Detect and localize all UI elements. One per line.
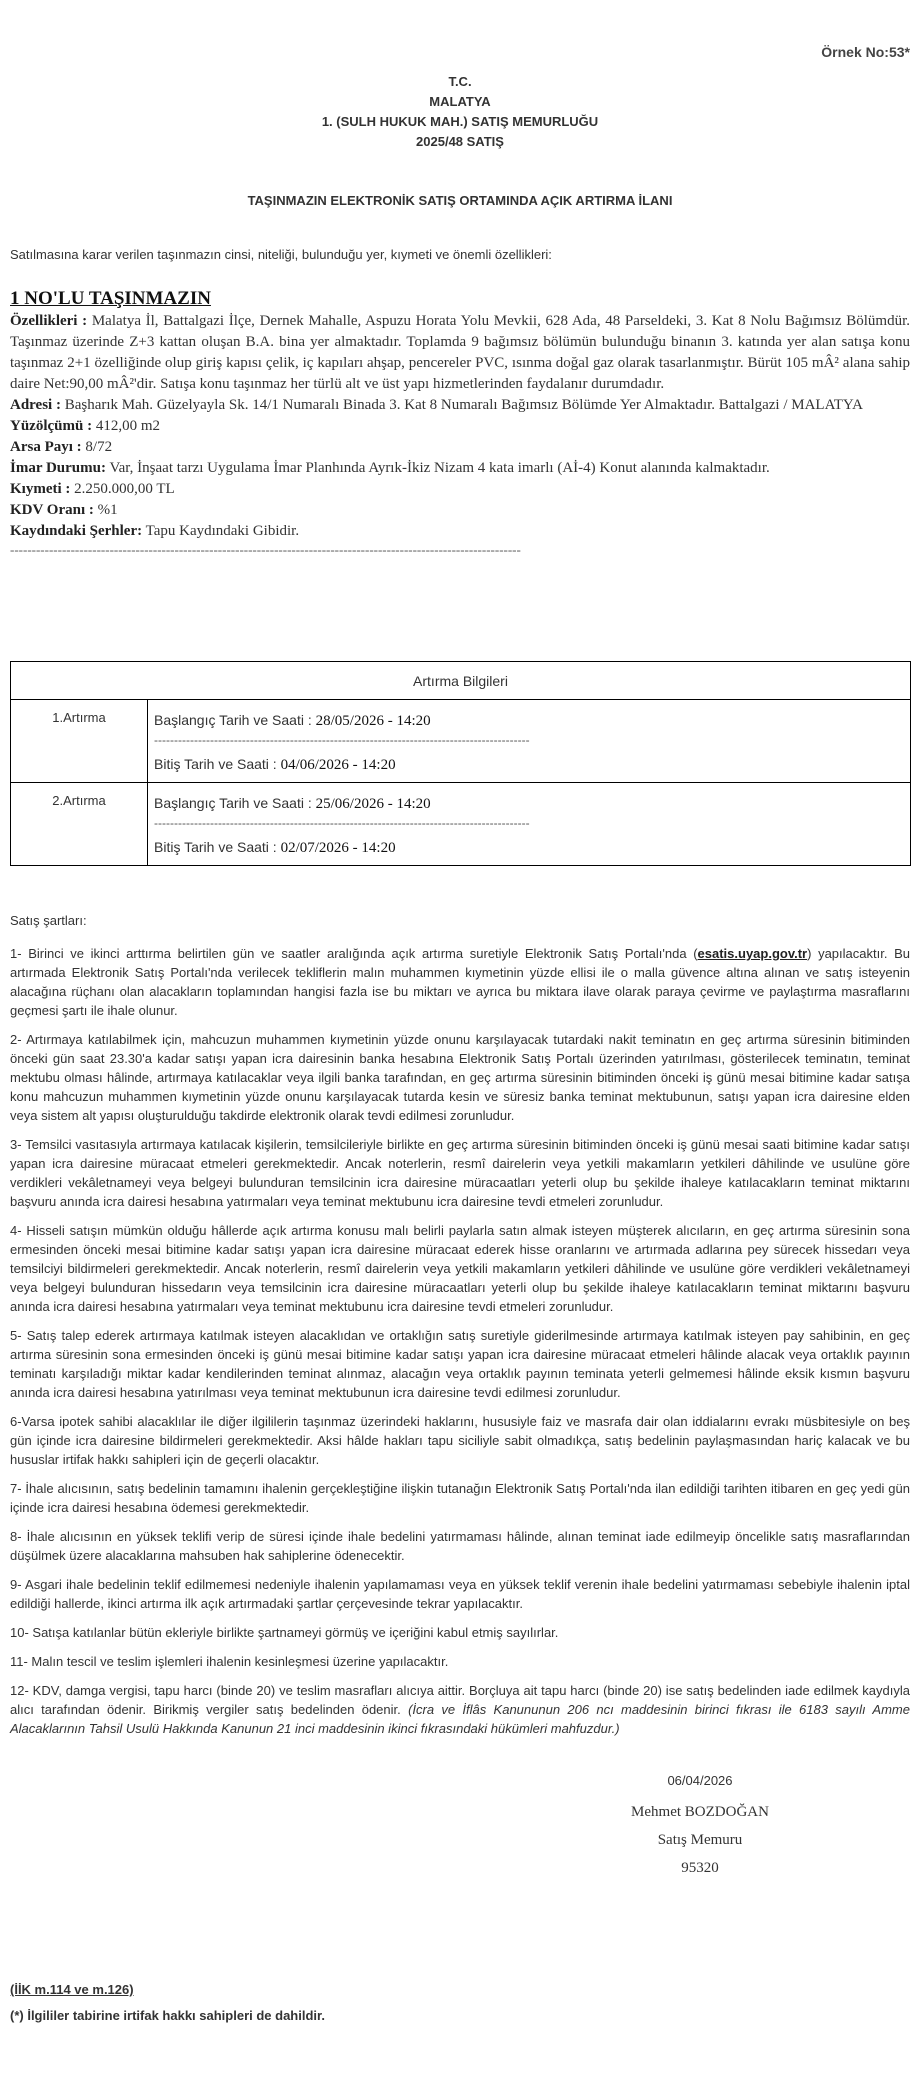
start-label: Başlangıç Tarih ve Saati :	[154, 795, 316, 811]
term-2: 2- Artırmaya katılabilmek için, mahcuzun muhammen kıymetinin yüzde onunu karşılayacak tutardaki nakit teminatın en geç artırma süresinin bitiminden önceki gün saat 23.30'a kadar satışı yapan icra dairesinin banka hesabına Elektronik Satış Portalı üzerinden yatırılması, gösterilecek teminatın, teminat mektubu olması hâlinde, artırmaya katılacaklar veya ilgili banka tarafından, en geç artırma süresinin bitiminden önceki iş günü mesai bitimine kadar satışa konu mahcuzun muhammen kıymetinin yüzde onunu karşılayacak tutarda kesin ve süresiz banka teminat mektubunun, satışı yapan icra dairesine elden veya sistem alt yapısı oluşturulduğu takdirde elektronik olarak tevdi edilmesi zorunludur.	[10, 1032, 910, 1123]
value-text: 2.250.000,00 TL	[70, 481, 175, 497]
term-10: 10- Satışa katılanlar bütün ekleriyle birlikte şartnameyi görmüş ve içeriğini kabul etmiş sayılırlar.	[10, 1625, 559, 1640]
property-area	[10, 416, 910, 437]
start-value: 28/05/2026 - 14:20	[315, 713, 431, 729]
auction-separator: ----------------------------------------------------------------------------------------------	[154, 817, 530, 829]
property-title: 1 NO'LU TAŞINMAZIN	[10, 288, 211, 309]
auction-row-label: 1.Artırma	[11, 700, 148, 783]
document-header	[10, 72, 910, 152]
auction-separator: ----------------------------------------------------------------------------------------------	[154, 734, 530, 746]
auction-row-1	[11, 700, 911, 783]
address-label: Adresi :	[10, 397, 61, 413]
header-line-file: 2025/48 SATIŞ	[416, 134, 504, 149]
auction-table-header: Artırma Bilgileri	[11, 662, 911, 700]
signatory-number: 95320	[681, 1860, 719, 1876]
area-label: Yüzölçümü :	[10, 418, 93, 434]
term-4: 4- Hisseli satışın mümkün olduğu hâllerde açık artırma konusu malı belirli paylarla satın almak isteyen müşterek alıcıların, en geç artırma süresinin sona ermesinden önceki mesai bitimine kadar satışı yapan icra dairesine müracaat ederek hisse oranlarını ve artırmada adlarına pey sürecek hissedarı veya temsilciyi bildirmeleri gerekmektedir. Ancak noterlerin, resmî dairelerin veya yetkili makamların yetkileri dâhilinde ve usulüne göre verdikleri vekâletnameyi veya belgeyi bulunduran hissedarın veya temsilcinin icra dairesine müracaatları yeterli olup bu şekilde ihaleye katılacakların teminat miktarını başvuru anında icra dairesi hesabına yatırmaları veya teminat mektubunu icra dairesine tevdi etmeleri zorunludur.	[10, 1223, 910, 1314]
property-zoning	[10, 458, 910, 479]
end-label: Bitiş Tarih ve Saati :	[154, 756, 281, 772]
term-9: 9- Asgari ihale bedelinin teklif edilmemesi nedeniyle ihalenin yapılamaması veya en yüksek teklif verenin ihale bedelini yatırmaması sebebiyle ihalenin iptal edildiği hallerde, ikinci artırma ilk açık artırmadaki şartlar çerçevesinde tekrar yapılacaktır.	[10, 1577, 910, 1611]
terms-title: Satış şartları:	[10, 913, 87, 928]
signature-date: 06/04/2026	[667, 1773, 733, 1788]
signature-block	[600, 1772, 800, 1882]
header-line-city: MALATYA	[429, 94, 491, 109]
notes-label: Kaydındaki Şerhler:	[10, 523, 143, 539]
start-value: 25/06/2026 - 14:20	[315, 796, 431, 812]
term-3: 3- Temsilci vasıtasıyla artırmaya katılacak kişilerin, temsilcileriyle birlikte en geç artırma süresinin bitiminden önceki iş günü mesai saati bitimine kadar satışı yapan icra dairesine müracaat etmeleri gerekmektedir. Ancak noterlerin, resmî dairelerin veya yetkili makamların yetkileri dâhilinde ve usulüne göre verdikleri vekâletnameyi veya belgeyi bulunduran temsilcinin icra dairesine müracaatları yeterli olup bu şekilde ihaleye katılacakların teminat miktarını başvuru anında icra dairesi hesabına yatırmaları veya teminat mektubunu icra dairesine tevdi etmeleri zorunludur.	[10, 1137, 910, 1209]
auction-start	[154, 708, 904, 732]
end-value: 04/06/2026 - 14:20	[280, 757, 396, 773]
header-line-office: 1. (SULH HUKUK MAH.) SATIŞ MEMURLUĞU	[321, 114, 599, 129]
auction-end	[154, 835, 904, 859]
announcement-title: TAŞINMAZIN ELEKTRONİK SATIŞ ORTAMINDA AÇIK ARTIRMA İLANI	[247, 193, 673, 208]
term-12	[10, 1681, 910, 1738]
area-text: 412,00 m2	[92, 418, 161, 434]
zoning-text: Var, İnşaat tarzı Uygulama İmar Planhında Ayrık-İkiz Nizam 4 kata imarlı (Aİ-4) Konut alanında kalmaktadır.	[105, 460, 770, 476]
auction-row-dates	[148, 783, 911, 866]
sale-terms	[10, 911, 910, 1748]
term-6: 6-Varsa ipotek sahibi alacaklılar ile diğer ilgililerin taşınmaz üzerindeki haklarını, hususiyle faiz ve masrafa dair olan iddialarını evrakı müsbitesiyle on beş gün içinde icra dairesine bildirmeleri gerekmektedir. Aksi hâlde hakları tapu siciliyle sabit olmadıkça, satış bedelinin paylaşmasından hariç kalacak ve bu hususlar irtifak hakkı sahipleri için de geçerli olacaktır.	[10, 1414, 910, 1467]
vat-text: %1	[93, 502, 118, 518]
auction-row-dates	[148, 700, 911, 783]
end-value: 02/07/2026 - 14:20	[280, 840, 396, 856]
auction-row-label: 2.Artırma	[11, 783, 148, 866]
value-label: Kıymeti :	[10, 481, 71, 497]
term-12-plain: 12- KDV, damga vergisi, tapu harcı (binde 20) ve teslim masrafları alıcıya aittir. Borçluya ait tapu harcı (binde 20) ise satış bedelinden iade edilmek kaydıyla alıcı tarafından ödenir. Birikmiş vergiler satış bedelinden ödenir.	[10, 1683, 910, 1717]
term-8: 8- İhale alıcısının en yüksek teklifi verip de süresi içinde ihale bedelini yatırmaması hâlinde, alınan teminat iade edilmeyip öncelikle satış masraflarından düşülmek üzere alacaklarına mahsuben hak sahiplerine ödenecektir.	[10, 1529, 910, 1563]
header-line-tc: T.C.	[448, 74, 472, 89]
footer-note: (*) İlgililer tabirine irtifak hakkı sahipleri de dahildir.	[10, 2008, 325, 2023]
law-reference: (İİK m.114 ve m.126)	[10, 1982, 134, 1997]
share-label: Arsa Payı :	[10, 439, 82, 455]
property-vat	[10, 500, 910, 521]
sample-number: Örnek No:53*	[821, 44, 910, 60]
property-share	[10, 437, 910, 458]
auction-end	[154, 752, 904, 776]
term-11: 11- Malın tescil ve teslim işlemleri ihalenin kesinleşmesi üzerine yapılacaktır.	[10, 1654, 449, 1669]
term-1-before: 1- Birinci ve ikinci arttırma belirtilen gün ve saatler aralığında açık artırma suretiyle Elektronik Satış Portalı'nda (	[10, 946, 698, 961]
property-separator: ----------------------------------------------------------------------------------------------------------------------	[10, 542, 521, 557]
auction-start	[154, 791, 904, 815]
auction-table-header-row	[11, 662, 911, 700]
address-text: Başharık Mah. Güzelyayla Sk. 14/1 Numaralı Binada 3. Kat 8 Numaralı Bağımsız Bölümde Yer Almaktadır. Battalgazi / MALATYA	[60, 397, 863, 413]
term-12-italic: (İcra ve İflâs Kanununun 206 ncı maddesinin birinci fıkrası ile 6183 sayılı Amme Alacaklarının Tahsil Usulü Hakkında Kanunun 21 inci maddesinin ikinci fıkrasındaki hükümleri mahfuzdur.)	[10, 1702, 910, 1736]
esatis-link[interactable]: esatis.uyap.gov.tr	[697, 946, 808, 961]
features-label: Özellikleri :	[10, 313, 88, 329]
property-notes	[10, 521, 910, 542]
property-address	[10, 395, 910, 416]
notes-text: Tapu Kaydındaki Gibidir.	[142, 523, 300, 539]
term-5: 5- Satış talep ederek artırmaya katılmak isteyen alacaklıdan ve ortaklığın satış suretiyle giderilmesinde artırmaya katılmak isteyen pay sahibinin, en geç artırma süresinin sona ermesinden önceki iş günü mesai bitimine kadar satışı yapan icra dairesine müracaat etmeleri hâlinde alacak veya ortaklık payının teminatı karşıladığı miktar kadar kendilerinden teminat alınmaz, alacağın veya ortaklık payının teminata yeterli gelmemesi hâlinde eksik kısmın başvuru anında icra dairesi hesabına yatırılması veya teminat mektubunun icra dairesine tevdi edilmesi zorunludur.	[10, 1328, 910, 1400]
term-1-after: ) yapılacaktır. Bu artırmada Elektronik Satış Portalı'nda verilecek tekliflerin malın muhammen kıymetinin yüzde ellisi ile o malla güvence altına alınan ve satış isteyenin alacağına rüçhanı olan alacakların toplamından hangisi fazla ise bu miktarı ve ayrıca bu miktara ilave olarak paraya çevirme ve paylaştırma masraflarını geçmesi şartı ile ihale olunur.	[10, 946, 910, 1018]
zoning-label: İmar Durumu:	[10, 460, 106, 476]
features-text: Malatya İl, Battalgazi İlçe, Dernek Mahalle, Aspuzu Horata Yolu Mevkii, 628 Ada, 48 Parseldeki, 3. Kat 8 Nolu Bağımsız Bölümdür. Taşınmaz üzerinde Z+3 kattan oluşan B.A. bina yer almaktadır. Toplamda 9 bağımsız bölümün bulunduğu binanın 3. katında yer alan satışa konu taşınmaz 2+1 özelliğinde olup giriş kapısı çelik, iç kapıları ahşap, pencereler PVC, ısınma doğal gaz olarak tasarlanmıştır. Bürüt 105 mÂ² alana sahip daire Net:90,00 mÂ²'dir. Satışa konu taşınmaz her türlü alt ve üst yapı hizmetlerinden faydalanır durumdadır.	[10, 313, 910, 392]
start-label: Başlangıç Tarih ve Saati :	[154, 712, 316, 728]
property-features	[10, 311, 910, 395]
term-1	[10, 944, 910, 1020]
share-text: 8/72	[81, 439, 113, 455]
property-value	[10, 479, 910, 500]
term-7: 7- İhale alıcısının, satış bedelinin tamamını ihalenin gerçekleştiğine ilişkin tutanağın Elektronik Satış Portalı'nda ilan edildiği tarihten itibaren en geç yedi gün içinde icra dairesi hesabına ödemesi gerekmektedir.	[10, 1481, 910, 1515]
intro-text: Satılmasına karar verilen taşınmazın cinsi, niteliği, bulunduğu yer, kıymeti ve önemli özellikleri:	[10, 247, 552, 262]
end-label: Bitiş Tarih ve Saati :	[154, 839, 281, 855]
signatory-name: Mehmet BOZDOĞAN	[631, 1804, 769, 1820]
vat-label: KDV Oranı :	[10, 502, 94, 518]
auction-row-2	[11, 783, 911, 866]
auction-table	[10, 661, 911, 866]
property-section	[10, 287, 910, 558]
signatory-title: Satış Memuru	[657, 1832, 743, 1848]
